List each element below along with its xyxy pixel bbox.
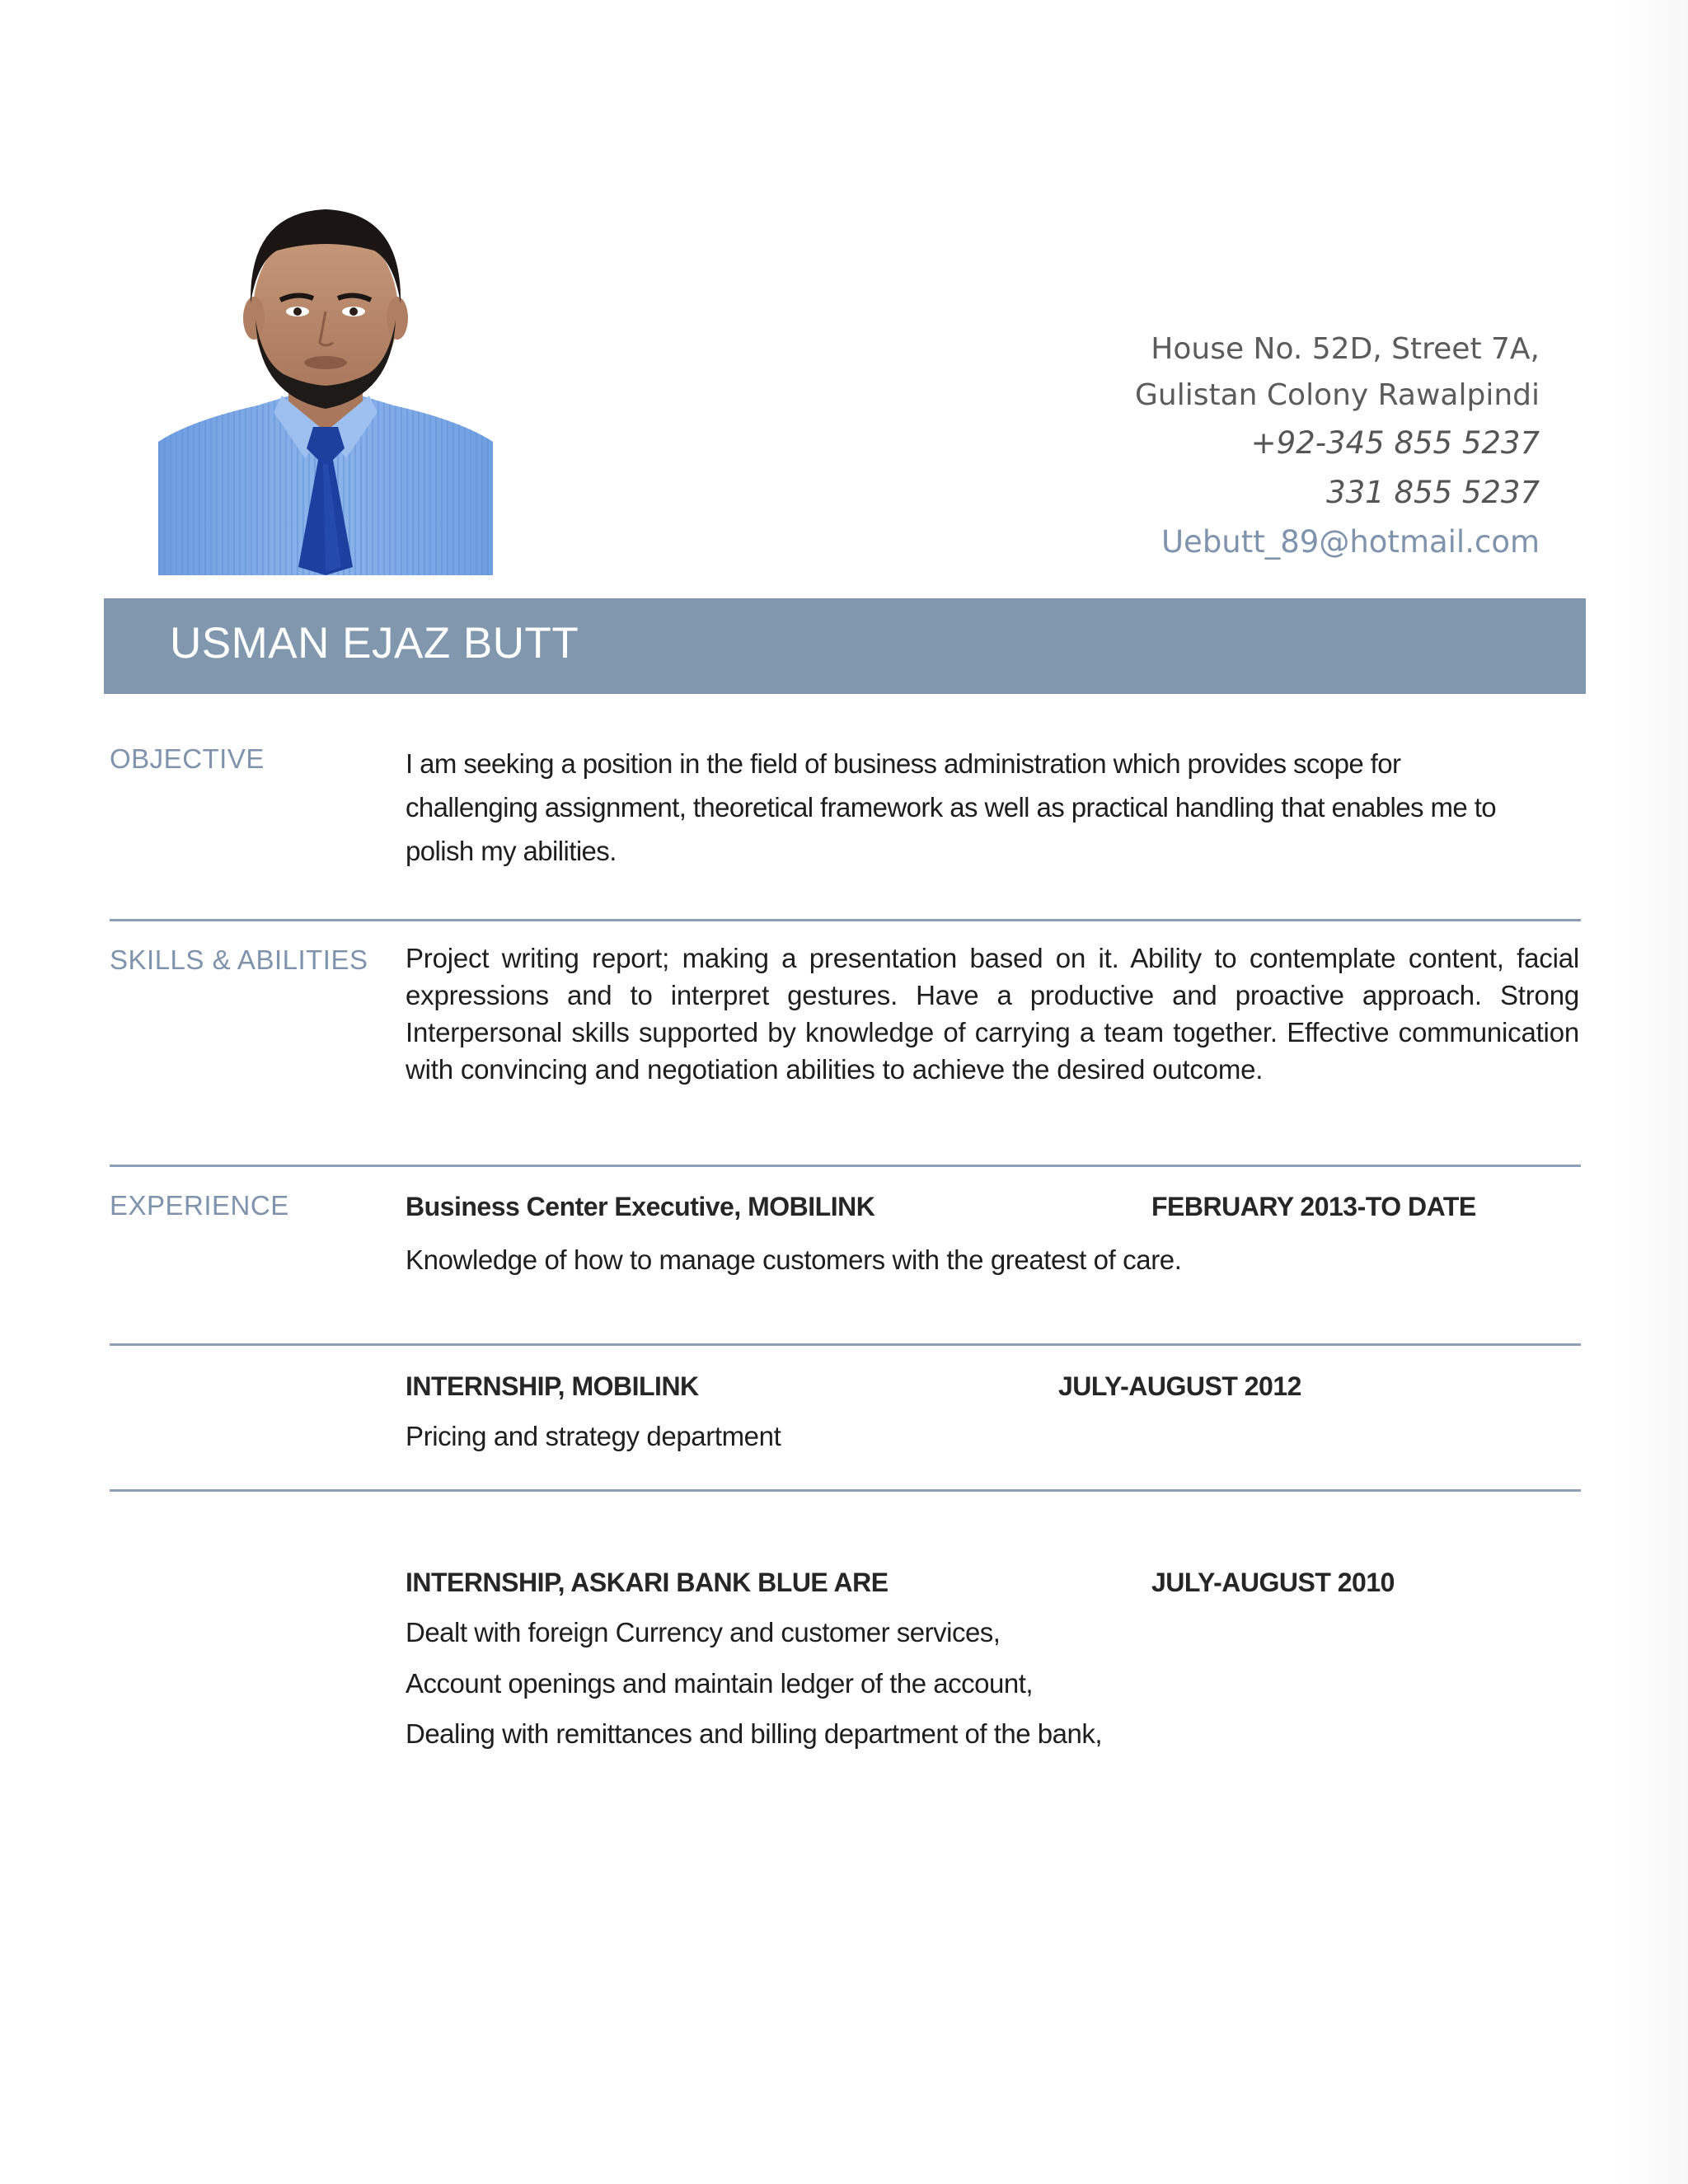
skills-label: SKILLS & ABILITIES [110,944,368,975]
objective-label: OBJECTIVE [110,743,265,774]
job-date: JULY-AUGUST 2010 [1151,1568,1395,1597]
experience-label: EXPERIENCE [110,1190,289,1221]
job-description-line: Account openings and maintain ledger of the account, [406,1668,1034,1699]
objective-text [406,742,1579,873]
job-date: FEBRUARY 2013-TO DATE [1151,1192,1476,1221]
job-description: Pricing and strategy department [406,1421,781,1451]
skills-text: Project writing report; making a presentation based on it. Ability to contemplate content, facial expressions and to interpret gestures. Have a productive and proactive approach. Strong Interpersonal skills supported by knowledge of carrying a team together. Effective communication with convincing and negotiation abilities to achieve the desired outcome. [406,943,1579,1085]
phone-primary: +92-345 855 5237 [1250,425,1540,461]
name-banner [104,598,1586,694]
section-divider [110,1343,1581,1346]
objective-line: I am seeking a position in the field of business administration which provides scope for [406,748,1401,779]
job-description-line: Dealt with foreign Currency and customer services, [406,1617,1001,1647]
profile-photo [158,180,493,575]
page-edge-shadow [1614,0,1688,2184]
job-description: Knowledge of how to manage customers with the greatest of care. [406,1244,1182,1275]
phone-secondary: 331 855 5237 [1326,475,1540,510]
job-title: INTERNSHIP, MOBILINK [406,1371,699,1401]
email-link[interactable]: Uebutt_89@hotmail.com [1160,524,1540,560]
section-divider [110,1489,1581,1492]
job-description-line: Dealing with remittances and billing department of the bank, [406,1718,1102,1749]
address-line-1: House No. 52D, Street 7A, [1151,332,1540,366]
candidate-name: USMAN EJAZ BUTT [170,619,579,668]
job-title: INTERNSHIP, ASKARI BANK BLUE ARE [406,1568,889,1597]
address-line-2: Gulistan Colony Rawalpindi [1135,378,1540,412]
job-date: JULY-AUGUST 2012 [1058,1371,1301,1401]
section-divider [110,919,1581,921]
objective-line: challenging assignment, theoretical framework as well as practical handling that enables me to [406,792,1497,823]
objective-line: polish my abilities. [406,836,617,866]
contact-block [1135,326,1540,567]
job-title: Business Center Executive, MOBILINK [406,1192,875,1221]
section-divider [110,1165,1581,1167]
